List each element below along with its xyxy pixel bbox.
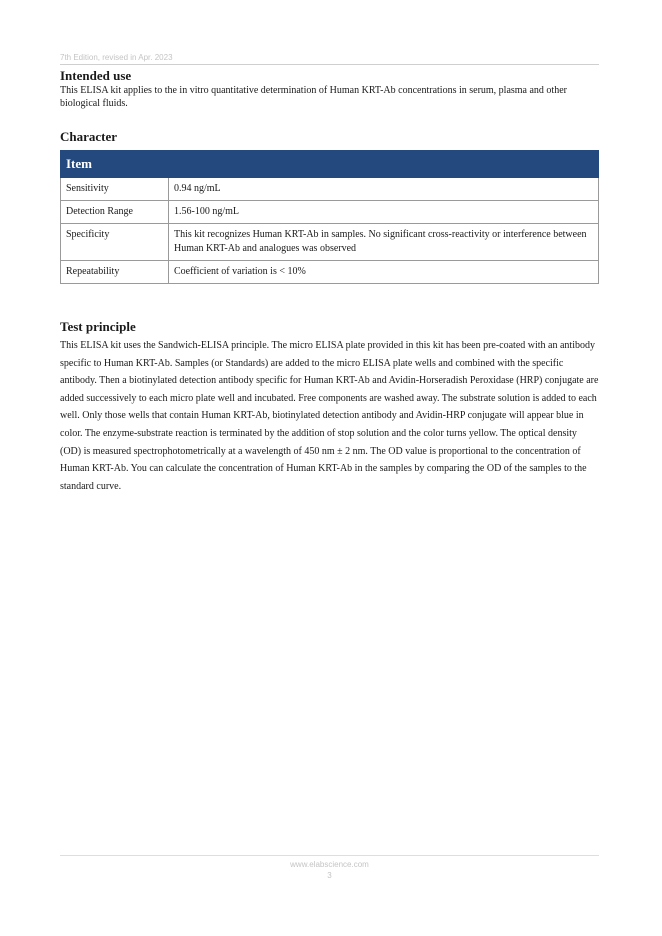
table-header-value — [169, 151, 599, 178]
table-cell-value: 0.94 ng/mL — [169, 178, 599, 201]
table-cell-item: Sensitivity — [61, 178, 169, 201]
test-principle-title: Test principle — [60, 319, 136, 334]
character-table — [60, 150, 599, 284]
page-content — [60, 68, 599, 495]
character-title: Character — [60, 129, 118, 144]
page-number: 3 — [327, 871, 332, 880]
table-row — [61, 201, 599, 224]
intended-use-section — [60, 68, 599, 110]
intended-use-text: This ELISA kit applies to the in vitro quantitative determination of Human KRT-Ab concentrations in serum, plasma and other biological fluids. — [60, 85, 567, 109]
table-cell-value: 1.56-100 ng/mL — [169, 201, 599, 224]
table-cell-item: Repeatability — [61, 261, 169, 284]
table-cell-value: This kit recognizes Human KRT-Ab in samples. No significant cross-reactivity or interference between Human KRT-Ab and analogues was observed — [169, 224, 599, 261]
table-row — [61, 224, 599, 261]
table-cell-value: Coefficient of variation is < 10% — [169, 261, 599, 284]
table-header-item: Item — [61, 151, 169, 178]
test-principle-text: This ELISA kit uses the Sandwich-ELISA principle. The micro ELISA plate provided in this kit has been pre-coated with an antibody specific to Human KRT-Ab. Samples (or Standards) are added to the micro ELISA plate wells and combined with the specific antibody. Then a biotinylated detection antibody specific for Human KRT-Ab and Avidin-Horseradish Peroxidase (HRP) conjugate are added successively to each micro plate well and incubated. Free components are washed away. The substrate solution is added to each well. Only those wells that contain Human KRT-Ab, biotinylated detection antibody and Avidin-HRP conjugate will appear blue in color. The enzyme-substrate reaction is terminated by the addition of stop solution and the color turns yellow. The optical density (OD) is measured spectrophotometrically at a wavelength of 450 nm ± 2 nm. The OD value is proportional to the concentration of Human KRT-Ab. You can calculate the concentration of Human KRT-Ab in the samples by comparing the OD of the samples to the standard curve. — [60, 340, 599, 492]
table-row — [61, 178, 599, 201]
table-header-row — [61, 151, 599, 178]
test-principle-section — [60, 319, 599, 495]
character-section — [60, 129, 599, 284]
footer-website: www.elabscience.com — [290, 860, 369, 869]
table-cell-item: Detection Range — [61, 201, 169, 224]
page-footer — [60, 855, 599, 881]
intended-use-title: Intended use — [60, 68, 132, 83]
table-row — [61, 261, 599, 284]
table-cell-item: Specificity — [61, 224, 169, 261]
edition-note: 7th Edition, revised in Apr. 2023 — [60, 53, 599, 65]
